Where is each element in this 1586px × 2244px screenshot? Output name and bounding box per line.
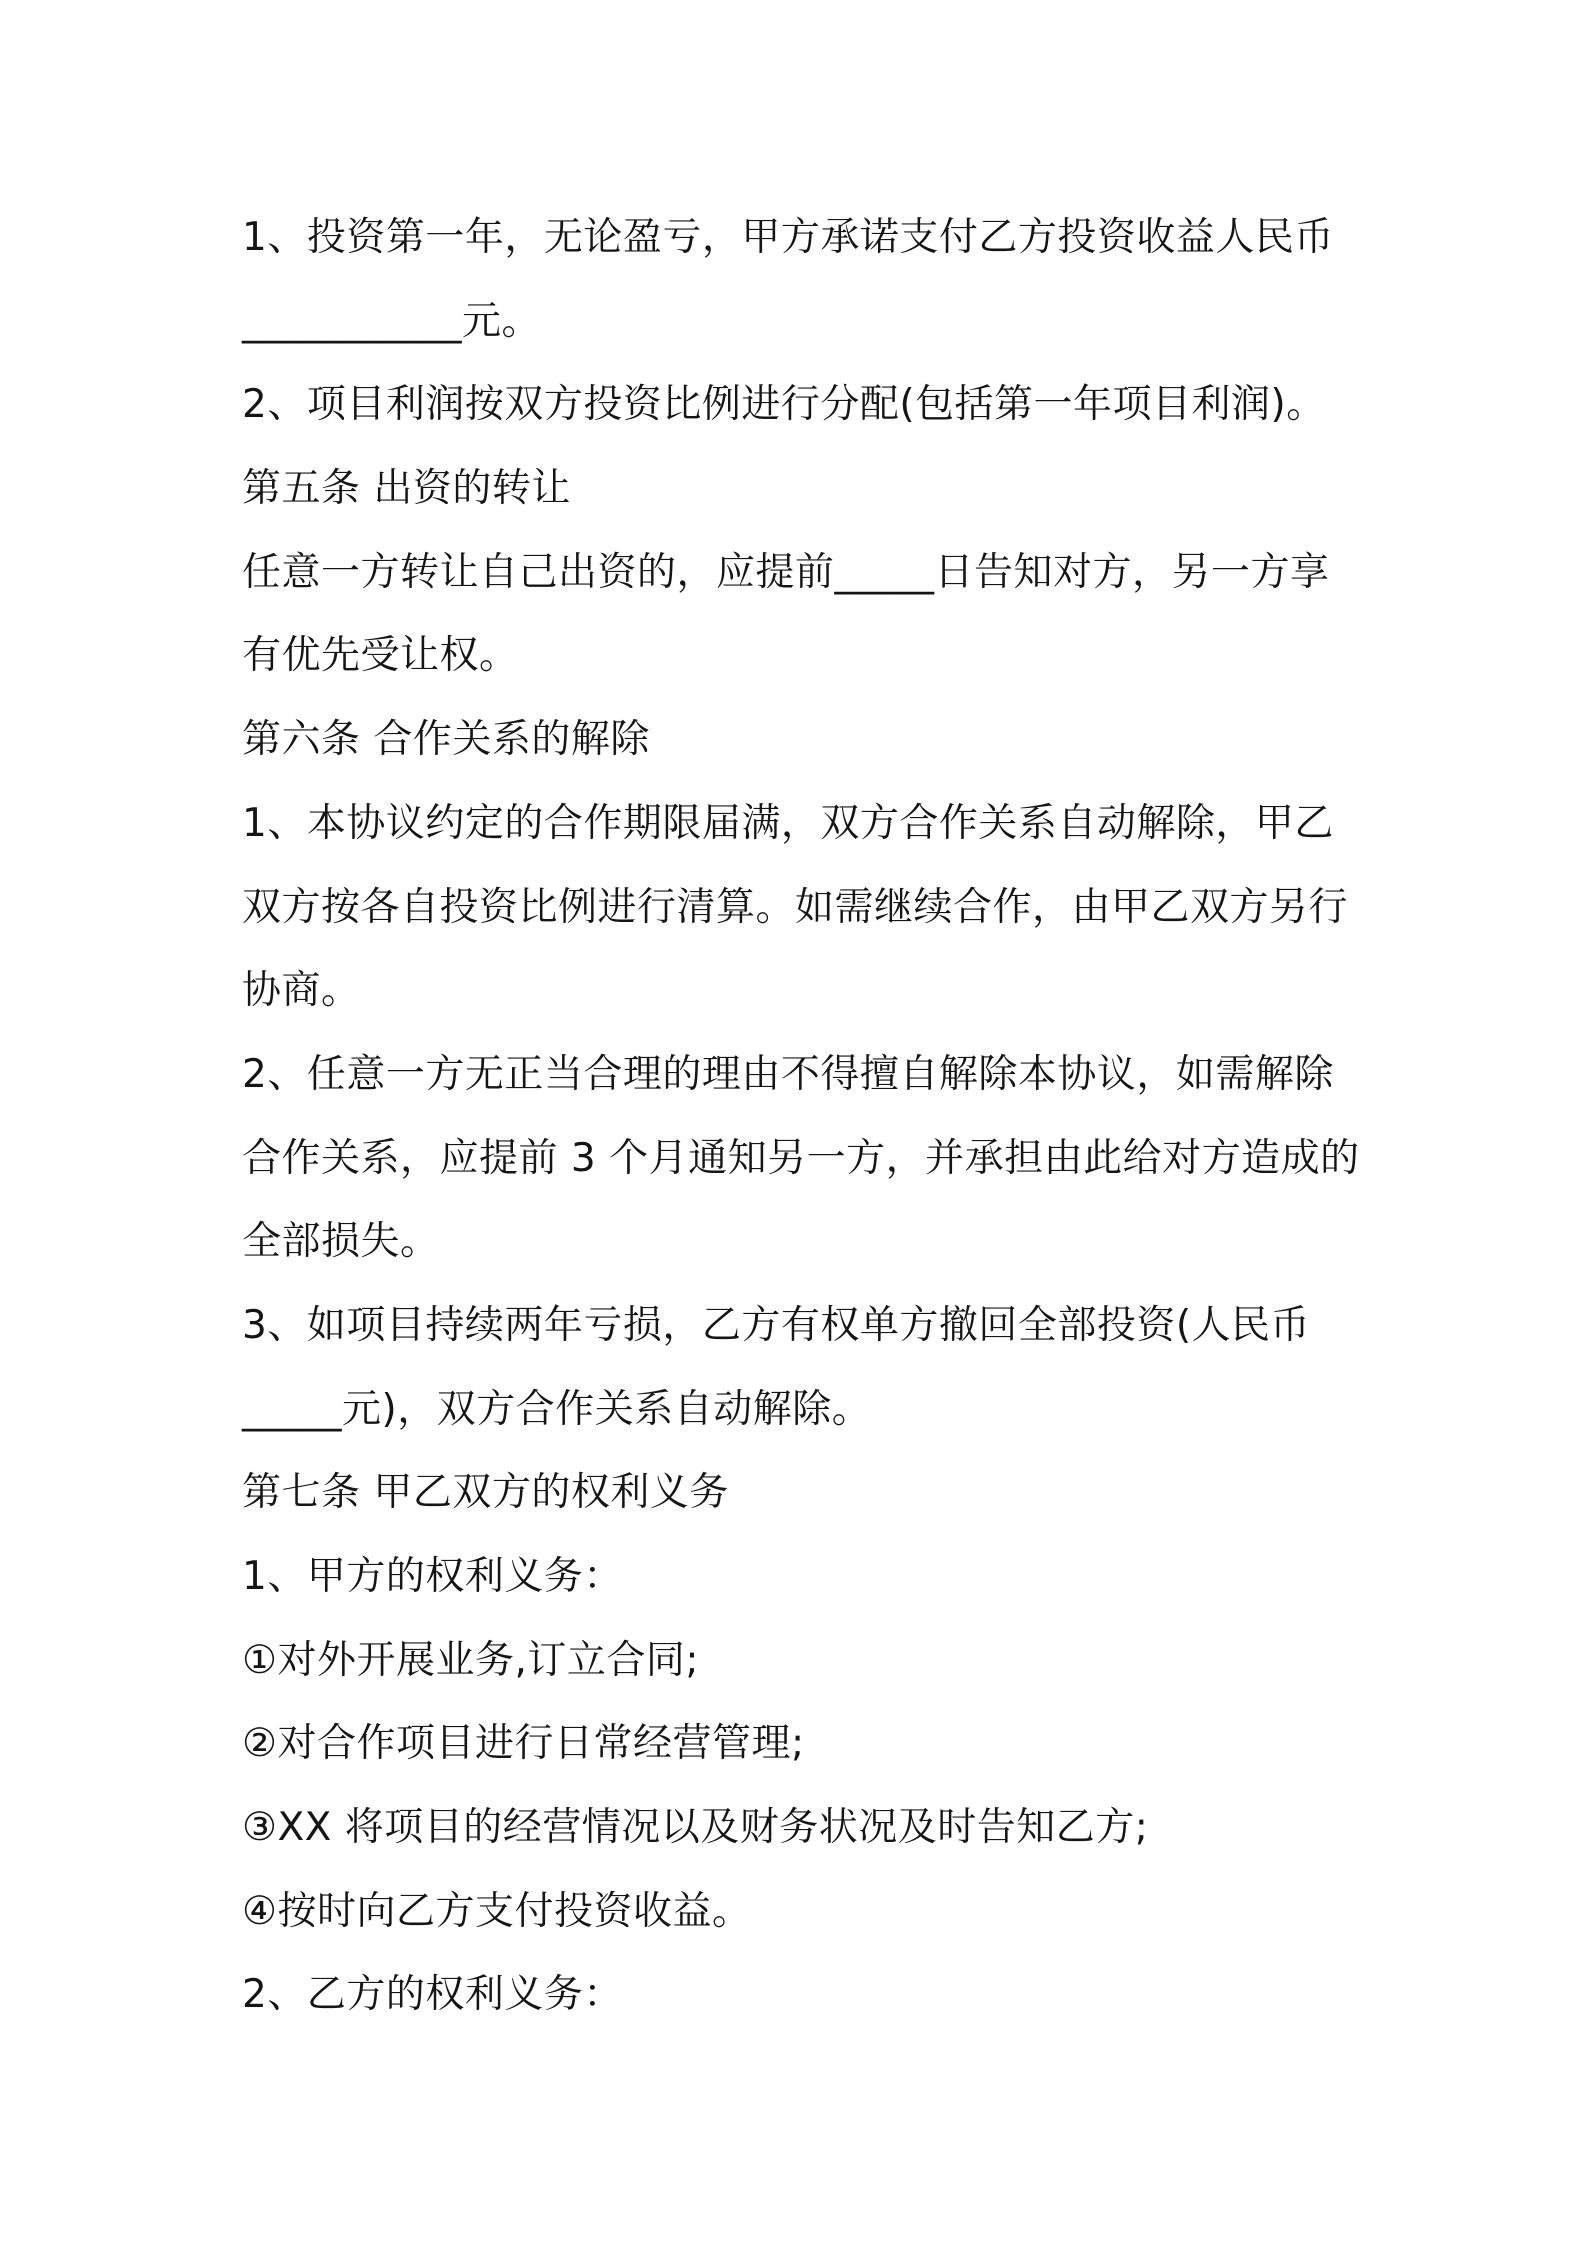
party-a-right-1: ①对外开展业务,订立合同; [242,1637,699,1683]
article-6-item-1-line-3: 协商。 [242,968,361,1014]
article-6-item-2-line-2: 合作关系，应提前 3 个月通知另一方，并承担由此给对方造成的 [242,1135,1360,1181]
article-6-item-3-line-2: _____元)，双方合作关系自动解除。 [242,1386,872,1432]
clause-4-item-1-line-2: ___________元。 [242,298,542,344]
party-a-right-2: ②对合作项目进行日常经营管理; [242,1721,805,1767]
party-a-right-4: ④按时向乙方支付投资收益。 [242,1888,752,1934]
party-a-rights-heading: 1、甲方的权利义务： [242,1554,623,1599]
article-6-item-2-line-3: 全部损失。 [242,1219,440,1265]
clause-4-item-2: 2、项目利润按双方投资比例进行分配(包括第一年项目利润)。 [242,382,1326,428]
article-6-item-1-line-2: 双方按各自投资比例进行清算。如需继续合作，由甲乙双方另行 [242,884,1349,930]
article-6-item-1-line-1: 1、本协议约定的合作期限届满，双方合作关系自动解除，甲乙 [242,800,1334,846]
article-6-item-3-line-1: 3、如项目持续两年亏损，乙方有权单方撤回全部投资(人民币 [242,1302,1311,1348]
document-body [242,196,1362,2037]
article-6-item-2-line-1: 2、任意一方无正当合理的理由不得擅自解除本协议，如需解除 [242,1051,1334,1097]
party-a-right-3: ③XX 将项目的经营情况以及财务状况及时告知乙方; [242,1805,1149,1851]
article-7-heading: 第七条 甲乙双方的权利义务 [242,1470,729,1516]
article-5-text-line-1: 任意一方转让自己出资的，应提前_____日告知对方，另一方享 [242,549,1330,595]
clause-4-item-1-line-1: 1、投资第一年，无论盈亏，甲方承诺支付乙方投资收益人民币 [242,215,1334,260]
article-5-heading: 第五条 出资的转让 [242,466,571,512]
article-6-heading: 第六条 合作关系的解除 [242,717,650,763]
article-5-text-line-2: 有优先受让权。 [242,633,519,679]
party-b-rights-heading: 2、乙方的权利义务： [242,1972,623,2018]
